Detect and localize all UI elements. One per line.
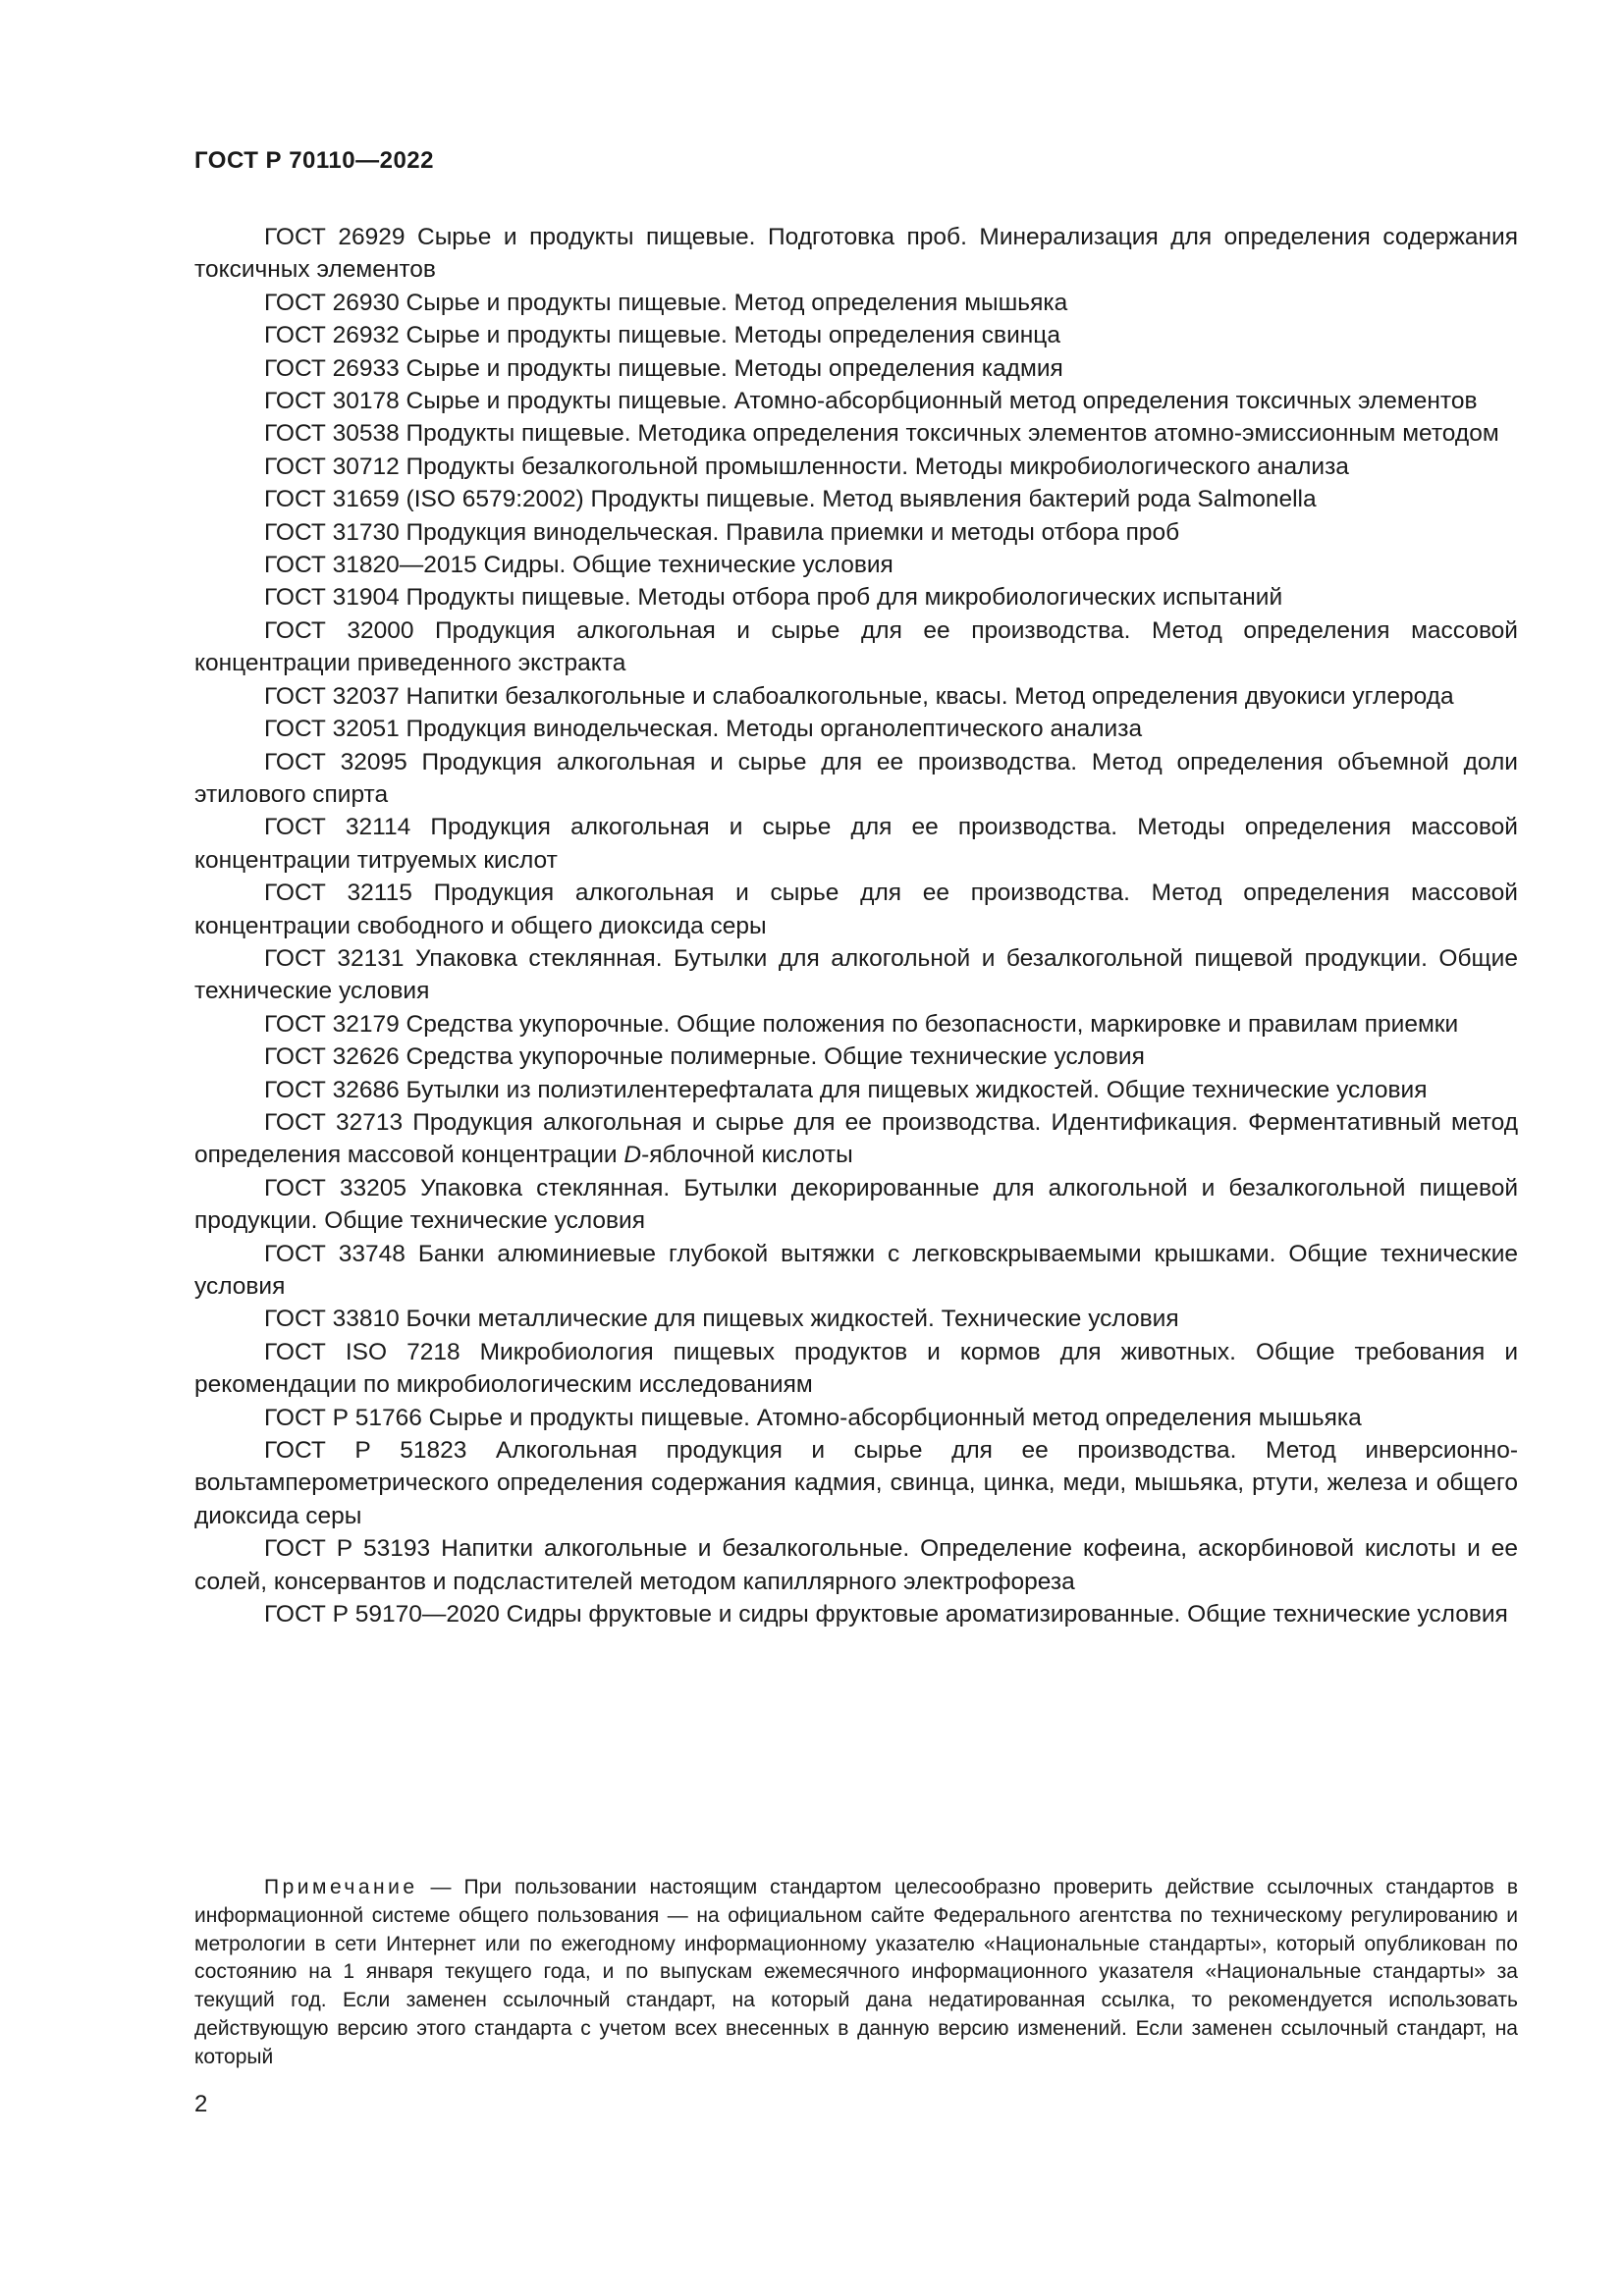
reference-item: ГОСТ 31659 (ISO 6579:2002) Продукты пищевые. Метод выявления бактерий рода Salmonella bbox=[264, 486, 1317, 513]
note-label: Примечание bbox=[264, 1876, 418, 1898]
reference-item: ГОСТ 33205 Упаковка стеклянная. Бутылки декорированные для алкогольной и безалкогольной пищевой продукции. Общие технические условия bbox=[194, 1174, 1518, 1235]
reference-item: ГОСТ 32051 Продукция винодельческая. Методы органолептического анализа bbox=[264, 716, 1143, 743]
reference-item: ГОСТ 32115 Продукция алкогольная и сырье для ее производства. Метод определения массовой концентрации свободного и общего диоксида серы bbox=[194, 880, 1518, 939]
reference-item: ГОСТ 32713 Продукция алкогольная и сырье для ее производства. Идентификация. Ферментативный метод определения массовой концентрации D-яблочной кислоты bbox=[194, 1108, 1518, 1169]
reference-item: ГОСТ 32626 Средства укупорочные полимерные. Общие технические условия bbox=[264, 1043, 1145, 1071]
note-text: — При пользовании настоящим стандартом целесообразно проверить действие ссылочных стандартов в информационной системе общего пользования — на официальном сайте Федерального агентства по техническому регулированию и метрологии в сети Интернет или по ежегодному информационному указателю «Национальные стандарты», который опубликован по состоянию на 1 января текущего года, и по выпускам ежемесячного информационного указателя «Национальные стандарты» за текущий год. Если заменен ссылочный стандарт, на который дана недатированная ссылка, то рекомендуется использовать действующую версию этого стандарта с учетом всех внесенных в данную версию изменений. Если заменен ссылочный стандарт, на который bbox=[194, 1876, 1518, 2068]
reference-item: ГОСТ Р 59170—2020 Сидры фруктовые и сидры фруктовые ароматизированные. Общие технические условия bbox=[264, 1601, 1508, 1629]
reference-item: ГОСТ 32686 Бутылки из полиэтилентерефталата для пищевых жидкостей. Общие технические условия bbox=[264, 1076, 1428, 1103]
reference-item: ГОСТ 31904 Продукты пищевые. Методы отбора проб для микробиологических испытаний bbox=[264, 584, 1283, 612]
reference-item: ГОСТ 31820—2015 Сидры. Общие технические условия bbox=[264, 552, 893, 579]
reference-item: ГОСТ 26930 Сырье и продукты пищевые. Метод определения мышьяка bbox=[264, 289, 1068, 316]
reference-item: ГОСТ ISO 7218 Микробиология пищевых продуктов и кормов для животных. Общие требования и рекомендации по микробиологическим исследованиям bbox=[194, 1338, 1518, 1399]
document-header: ГОСТ Р 70110—2022 bbox=[194, 147, 434, 174]
reference-item: ГОСТ 32000 Продукция алкогольная и сырье для ее производства. Метод определения массовой концентрации приведенного экстракта bbox=[194, 616, 1518, 677]
reference-item: ГОСТ Р 53193 Напитки алкогольные и безалкогольные. Определение кофеина, аскорбиновой кислоты и ее солей, консервантов и подсластителей методом капиллярного электрофореза bbox=[194, 1535, 1518, 1595]
reference-item: ГОСТ 32095 Продукция алкогольная и сырье для ее производства. Метод определения объемной доли этилового спирта bbox=[194, 748, 1518, 808]
normative-references-list bbox=[194, 221, 1518, 1630]
reference-item: ГОСТ 32037 Напитки безалкогольные и слабоалкогольные, квасы. Метод определения двуокиси углерода bbox=[264, 682, 1454, 710]
reference-item: ГОСТ 30178 Сырье и продукты пищевые. Атомно-абсорбционный метод определения токсичных элементов bbox=[264, 388, 1478, 415]
note-paragraph bbox=[194, 1874, 1518, 2072]
reference-item: ГОСТ 32179 Средства укупорочные. Общие положения по безопасности, маркировке и правилам приемки bbox=[264, 1010, 1459, 1038]
reference-item: ГОСТ 33810 Бочки металлические для пищевых жидкостей. Технические условия bbox=[264, 1306, 1179, 1333]
page-number: 2 bbox=[194, 2091, 208, 2117]
reference-item: ГОСТ 30538 Продукты пищевые. Методика определения токсичных элементов атомно-эмиссионным методом bbox=[264, 420, 1499, 448]
reference-item: ГОСТ 33748 Банки алюминиевые глубокой вытяжки с легковскрываемыми крышками. Общие технические условия bbox=[194, 1240, 1518, 1300]
reference-item: ГОСТ 30712 Продукты безалкогольной промышленности. Методы микробиологического анализа bbox=[264, 453, 1349, 480]
reference-item: ГОСТ 26932 Сырье и продукты пищевые. Методы определения свинца bbox=[264, 322, 1060, 349]
reference-item: ГОСТ Р 51823 Алкогольная продукция и сырье для ее производства. Метод инверсионно-вольтамперометрического определения содержания кадмия, свинца, цинка, меди, мышьяка, ртути, железа и общего диоксида серы bbox=[194, 1437, 1518, 1529]
reference-item: ГОСТ 26929 Сырье и продукты пищевые. Подготовка проб. Минерализация для определения содержания токсичных элементов bbox=[194, 224, 1518, 284]
reference-item: ГОСТ 32131 Упаковка стеклянная. Бутылки для алкогольной и безалкогольной пищевой продукции. Общие технические условия bbox=[194, 944, 1518, 1005]
reference-item: ГОСТ 32114 Продукция алкогольная и сырье для ее производства. Методы определения массовой концентрации титруемых кислот bbox=[194, 814, 1518, 874]
reference-item: ГОСТ 31730 Продукция винодельческая. Правила приемки и методы отбора проб bbox=[264, 518, 1180, 546]
reference-item: ГОСТ 26933 Сырье и продукты пищевые. Методы определения кадмия bbox=[264, 354, 1063, 382]
reference-item: ГОСТ Р 51766 Сырье и продукты пищевые. Атомно-абсорбционный метод определения мышьяка bbox=[264, 1404, 1362, 1431]
